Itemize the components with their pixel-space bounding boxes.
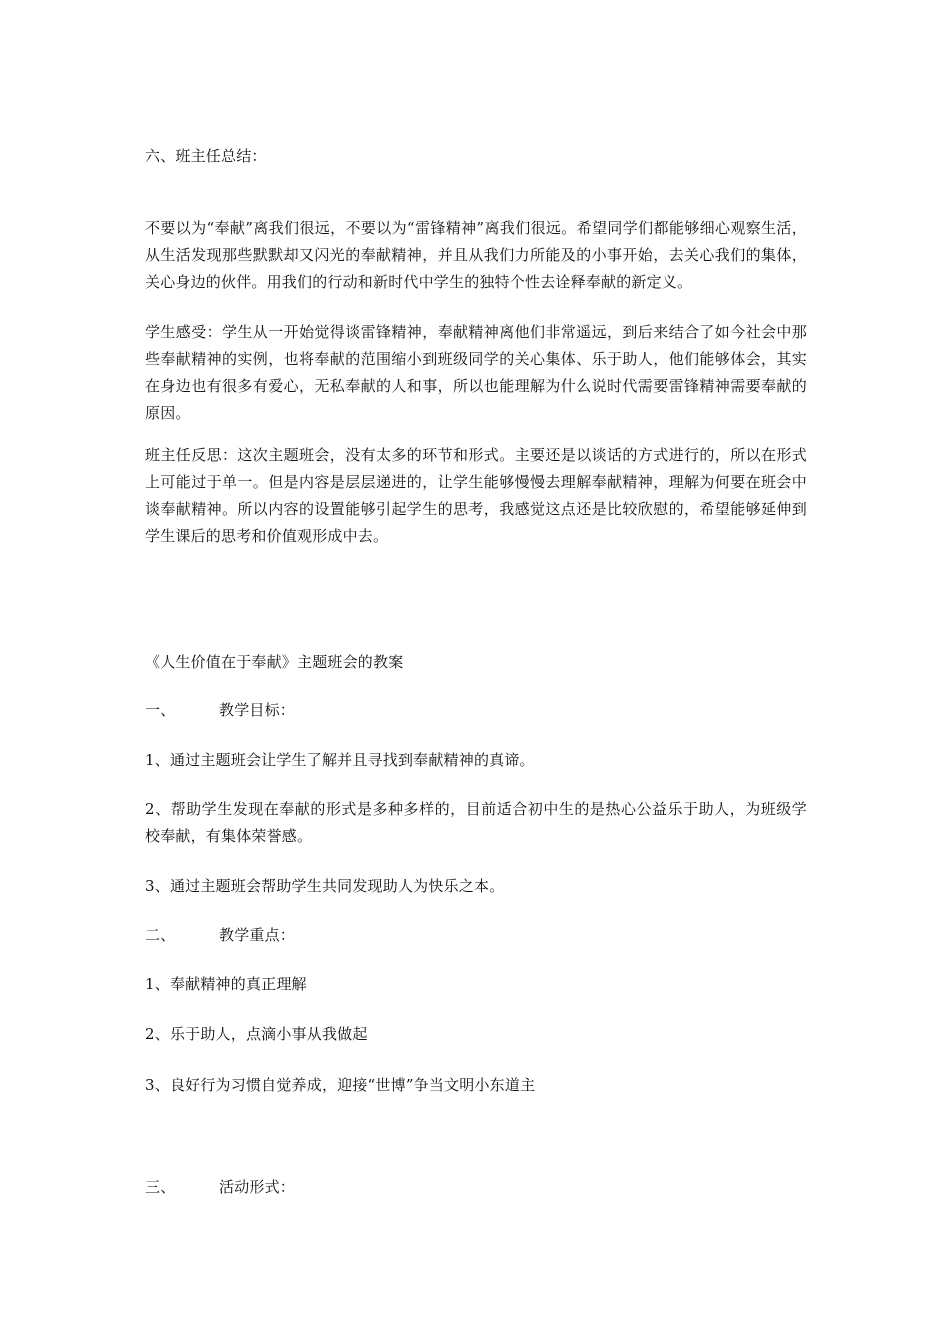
focus-item: 1、奉献精神的真正理解: [145, 975, 307, 993]
goals-heading-number: 一、: [145, 701, 176, 719]
focus-heading: [145, 922, 295, 949]
student-feedback-paragraph: 学生感受：学生从一开始觉得谈雷锋精神，奉献精神离他们非常遥远，到后来结合了如今社会中那些奉献精神的实例，也将奉献的范围缩小到班级同学的关心集体、乐于助人，他们能够体会，其实在身边也有很多有爱心，无私奉献的人和事，所以也能理解为什么说时代需要雷锋精神需要奉献的原因。: [145, 323, 807, 422]
lesson-plan-title: 《人生价值在于奉献》主题班会的教案: [145, 653, 404, 671]
activity-heading-label: 活动形式：: [219, 1178, 296, 1196]
section-heading: 六、班主任总结：: [145, 147, 267, 165]
focus-heading-label: 教学重点：: [219, 926, 296, 944]
activity-heading: [145, 1174, 295, 1201]
focus-item: 3、良好行为习惯自觉养成，迎接“世博”争当文明小东道主: [145, 1076, 536, 1094]
goals-heading: [145, 697, 295, 724]
summary-paragraph: 不要以为“奉献”离我们很远，不要以为“雷锋精神”离我们很远。希望同学们都能够细心观察生活，从生活发现那些默默却又闪光的奉献精神，并且从我们力所能及的小事开始，去关心我们的集体，关心身边的伙伴。用我们的行动和新时代中学生的独特个性去诠释奉献的新定义。: [145, 219, 807, 291]
goal-item: 1、通过主题班会让学生了解并且寻找到奉献精神的真谛。: [145, 751, 535, 769]
activity-heading-number: 三、: [145, 1178, 176, 1196]
focus-heading-number: 二、: [145, 926, 176, 944]
goal-item: 3、通过主题班会帮助学生共同发现助人为快乐之本。: [145, 877, 505, 895]
focus-item: 2、乐于助人，点滴小事从我做起: [145, 1025, 368, 1043]
teacher-reflection-paragraph: 班主任反思：这次主题班会，没有太多的环节和形式。主要还是以谈话的方式进行的，所以在形式上可能过于单一。但是内容是层层递进的，让学生能够慢慢去理解奉献精神，理解为何要在班会中谈奉献精神。所以内容的设置能够引起学生的思考，我感觉这点还是比较欣慰的，希望能够延伸到学生课后的思考和价值观形成中去。: [145, 446, 807, 545]
goal-item: 2、帮助学生发现在奉献的形式是多种多样的，目前适合初中生的是热心公益乐于助人，为班级学校奉献，有集体荣誉感。: [145, 800, 807, 845]
goals-heading-label: 教学目标：: [219, 701, 296, 719]
